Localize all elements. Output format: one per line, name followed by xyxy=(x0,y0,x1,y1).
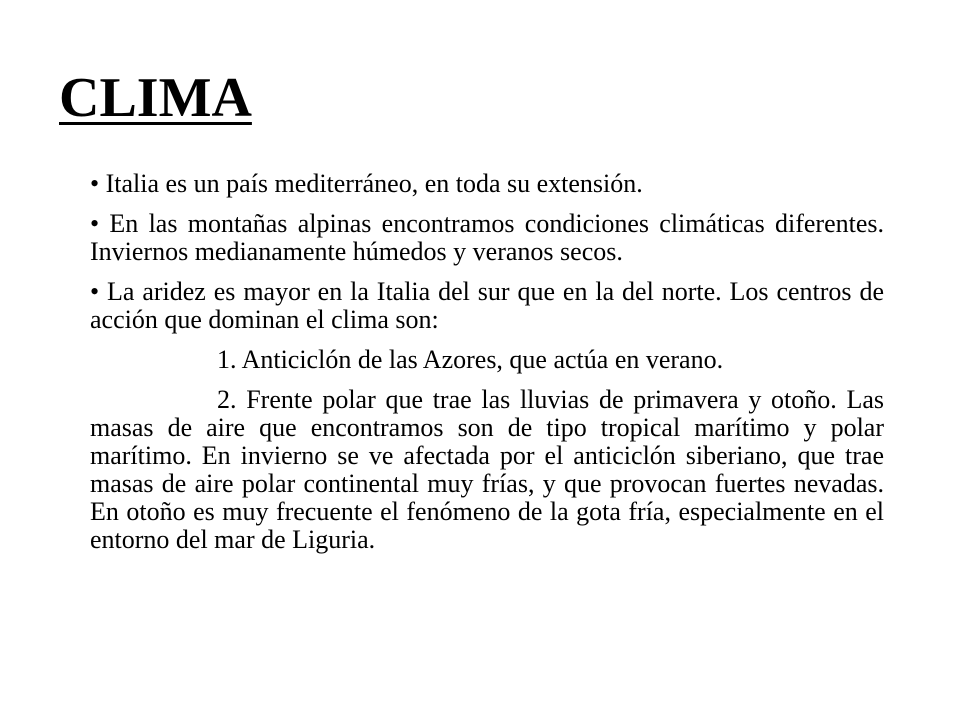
bullet-paragraph: • La aridez es mayor en la Italia del sur que en la del norte. Los centros de acción que dominan el clima son: xyxy=(90,277,884,334)
slide-title: CLIMA xyxy=(59,67,252,129)
slide-body xyxy=(90,170,884,554)
numbered-paragraph: 1. Anticiclón de las Azores, que actúa en verano. xyxy=(217,345,724,374)
numbered-paragraph: 2. Frente polar que trae las lluvias de primavera y otoño. Las masas de aire que encontramos son de tipo tropical marítimo y polar marítimo. En invierno se ve afectada por el anticiclón siberiano, que trae masas de aire polar continental muy frías, y que provocan fuertes nevadas. En otoño es muy frecuente el fenómeno de la gota fría, especialmente en el entorno del mar de Liguria. xyxy=(90,385,884,554)
bullet-paragraph: • Italia es un país mediterráneo, en toda su extensión. xyxy=(90,169,643,198)
bullet-paragraph: • En las montañas alpinas encontramos condiciones climáticas diferentes. Inviernos medianamente húmedos y veranos secos. xyxy=(90,209,884,266)
